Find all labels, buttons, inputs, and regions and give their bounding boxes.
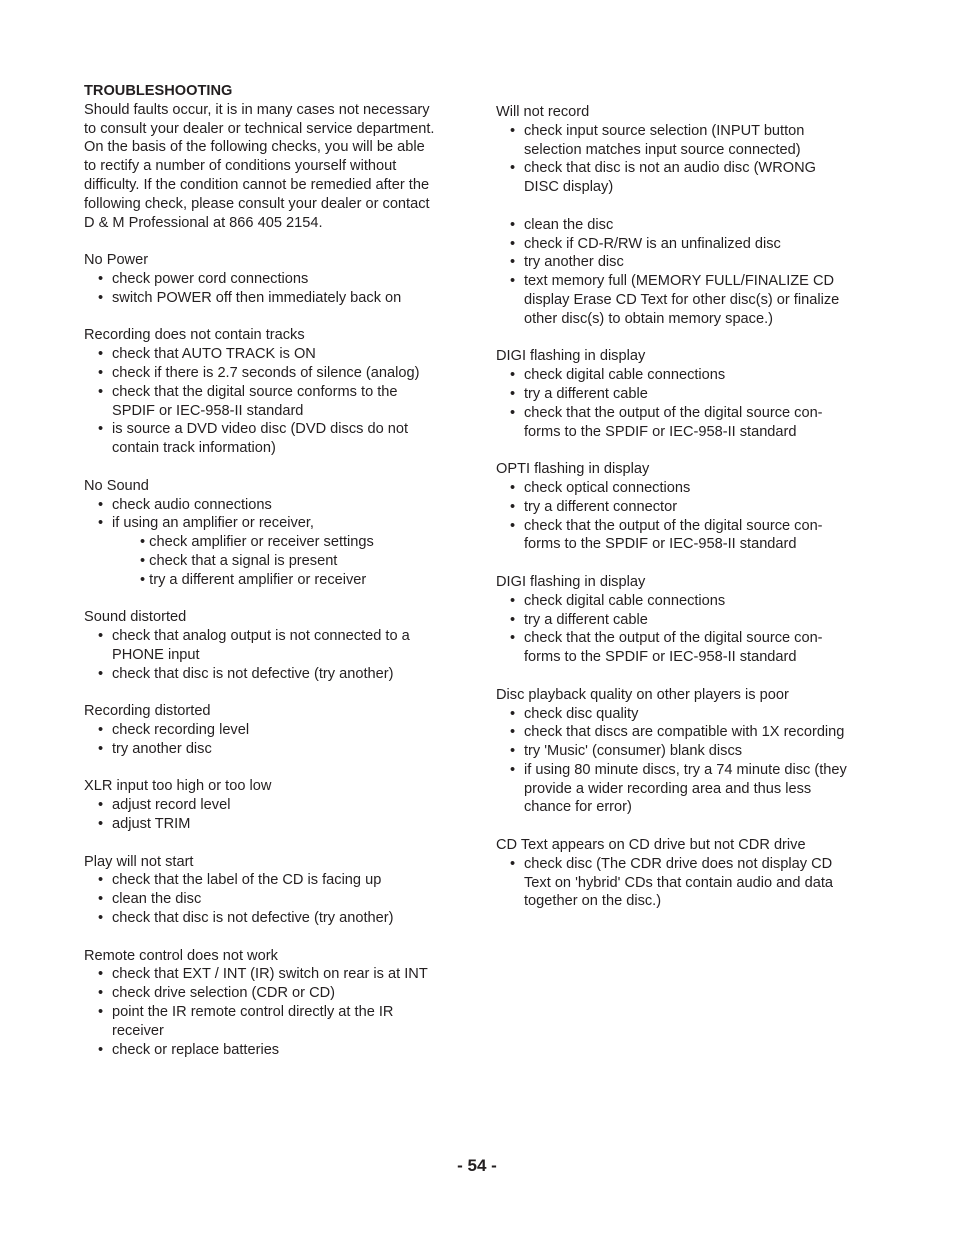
- page-number: - 54 -: [457, 1156, 497, 1175]
- section-title: Recording distorted: [84, 703, 211, 720]
- list-item: • check if CD-R/RW is an unfinalized disc: [496, 235, 888, 254]
- list-item: • check audio connections: [84, 496, 466, 515]
- section-no-power: [84, 251, 466, 307]
- list-item: • try a different connector: [496, 498, 888, 517]
- left-column: [84, 82, 466, 1078]
- bullet-list: [496, 216, 888, 329]
- list-item: • check power cord connections: [84, 270, 466, 289]
- list-item: • try a different cable: [496, 385, 888, 404]
- bullet-list: [496, 122, 888, 197]
- list-item: • is source a DVD video disc (DVD discs do not contain track information): [84, 420, 466, 458]
- list-item: • check that the output of the digital source con- forms to the SPDIF or IEC-958-II standard: [496, 404, 888, 442]
- list-item: • check if there is 2.7 seconds of silence (analog): [84, 364, 466, 383]
- section-title: Will not record: [496, 104, 590, 120]
- list-item: • check that EXT / INT (IR) switch on rear is at INT: [84, 965, 466, 984]
- bullet-list: [84, 533, 466, 589]
- section-recording-does-not-contain-tracks: [84, 326, 466, 458]
- list-item: • check that the label of the CD is facing up: [84, 871, 466, 890]
- bullet-list: [84, 627, 466, 683]
- bullet-list: [496, 705, 888, 818]
- list-item: • check disc quality: [496, 705, 888, 724]
- bullet-list: [496, 592, 888, 667]
- section-will-not-record: [496, 103, 888, 329]
- list-item: • check disc (The CDR drive does not display CD Text on 'hybrid' CDs that contain audio and data together on the disc.): [496, 855, 888, 911]
- section-disc-playback-quality-on-other-players-is-poor: [496, 686, 888, 818]
- list-item: • clean the disc: [84, 890, 466, 909]
- list-item: • check drive selection (CDR or CD): [84, 984, 466, 1003]
- list-item: • check digital cable connections: [496, 592, 888, 611]
- list-item: • check digital cable connections: [496, 366, 888, 385]
- list-item: • adjust TRIM: [84, 815, 466, 834]
- list-item: • clean the disc: [496, 216, 888, 235]
- section-title: XLR input too high or too low: [84, 778, 272, 795]
- section-xlr-input-too-high-or-too-low: [84, 777, 466, 833]
- section-cd-text-appears-on-cd-drive-but-not-cdr-drive: [496, 836, 888, 911]
- bullet-list: [84, 270, 466, 308]
- section-title: Play will not start: [84, 853, 194, 870]
- list-item: • check that disc is not an audio disc (WRONG DISC display): [496, 159, 888, 197]
- section-title: Sound distorted: [84, 609, 187, 626]
- bullet-list: [84, 965, 466, 1059]
- bullet-list: [84, 496, 466, 534]
- list-item: • try a different cable: [496, 611, 888, 630]
- list-item: • if using an amplifier or receiver,: [84, 514, 466, 533]
- bullet-list: [496, 366, 888, 441]
- spacer: [496, 197, 888, 216]
- right-sections: [496, 103, 888, 911]
- list-item: • check optical connections: [496, 479, 888, 498]
- sub-list-item: • try a different amplifier or receiver: [140, 571, 367, 588]
- list-item: • point the IR remote control directly at the IR receiver: [84, 1003, 466, 1041]
- list-item: • check that disc is not defective (try another): [84, 909, 466, 928]
- list-item: • text memory full (MEMORY FULL/FINALIZE CD display Erase CD Text for other disc(s) or finalize other disc(s) to obtain memory space.): [496, 272, 888, 328]
- bullet-list: [496, 855, 888, 911]
- list-item: • switch POWER off then immediately back on: [84, 289, 466, 308]
- bullet-list: [84, 345, 466, 458]
- list-item: • check that AUTO TRACK is ON: [84, 345, 466, 364]
- section-title: OPTI flashing in display: [496, 461, 650, 478]
- list-item: • check that the output of the digital source con- forms to the SPDIF or IEC-958-II standard: [496, 629, 888, 667]
- sub-list-item: • check that a signal is present: [140, 552, 338, 569]
- list-item: • check that discs are compatible with 1X recording: [496, 723, 888, 742]
- section-remote-control-does-not-work: [84, 947, 466, 1060]
- section-title: No Sound: [84, 477, 149, 494]
- list-item: • check that disc is not defective (try another): [84, 665, 466, 684]
- list-item: • check that the output of the digital source con- forms to the SPDIF or IEC-958-II standard: [496, 517, 888, 555]
- left-sections: [84, 251, 466, 1059]
- section-title: DIGI flashing in display: [496, 573, 646, 590]
- section-digi-flashing-in-display: [496, 573, 888, 667]
- section-title: Remote control does not work: [84, 947, 278, 964]
- bullet-list: [84, 721, 466, 759]
- section-digi-flashing-in-display: [496, 347, 888, 441]
- page-heading: TROUBLESHOOTING: [84, 83, 233, 99]
- list-item: • check that analog output is not connected to a PHONE input: [84, 627, 466, 665]
- section-recording-distorted: [84, 702, 466, 758]
- list-item: • try 'Music' (consumer) blank discs: [496, 742, 888, 761]
- section-opti-flashing-in-display: [496, 460, 888, 554]
- sub-list-item: • check amplifier or receiver settings: [140, 534, 374, 551]
- section-title: Disc playback quality on other players is poor: [496, 686, 789, 703]
- section-title: No Power: [84, 252, 149, 269]
- list-item: • check input source selection (INPUT button selection matches input source connected): [496, 122, 888, 160]
- list-item: • check recording level: [84, 721, 466, 740]
- bullet-list: [496, 479, 888, 554]
- list-item: • if using 80 minute discs, try a 74 minute disc (they provide a wider recording area and thus less chance for error): [496, 761, 888, 817]
- bullet-list: [84, 871, 466, 927]
- section-title: Recording does not contain tracks: [84, 327, 305, 344]
- list-item: • try another disc: [84, 740, 466, 759]
- bullet-list: [84, 796, 466, 834]
- list-item: • check or replace batteries: [84, 1041, 466, 1060]
- section-sound-distorted: [84, 608, 466, 683]
- section-title: DIGI flashing in display: [496, 348, 646, 365]
- list-item: • adjust record level: [84, 796, 466, 815]
- list-item: • try another disc: [496, 253, 888, 272]
- right-column: [496, 103, 888, 930]
- list-item: • check that the digital source conforms to the SPDIF or IEC-958-II standard: [84, 383, 466, 421]
- section-title: CD Text appears on CD drive but not CDR drive: [496, 837, 806, 854]
- intro-paragraph: Should faults occur, it is in many cases not necessary to consult your dealer or technical service department. On the basis of the following checks, you will be able to rectify a number of conditions yourself without difficulty. If the condition cannot be remedied after the following check, please consult your dealer or contact D & M Professional at 866 405 2154.: [84, 101, 435, 231]
- section-no-sound: [84, 477, 466, 590]
- section-play-will-not-start: [84, 853, 466, 928]
